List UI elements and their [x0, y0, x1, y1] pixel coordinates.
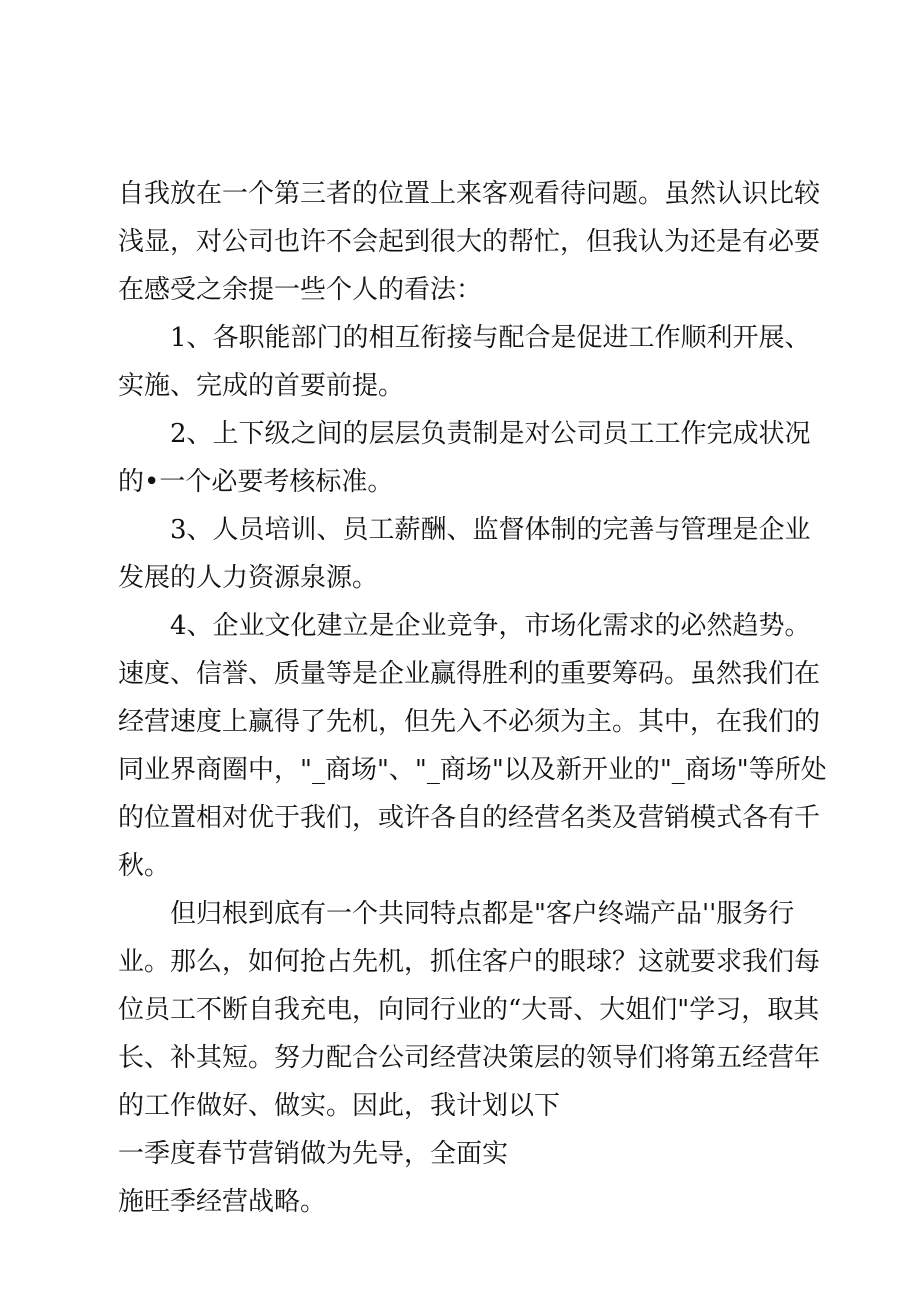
tail-line-1: 一季度春节营销做为先导，全面实: [118, 1139, 509, 1169]
paragraph-point-1: 1、各职能部门的相互衔接与配合是促进工作顺利开展、实施、完成的首要前提。: [118, 323, 811, 401]
paragraph-conclusion: 但归根到底有一个共同特点都是"客户终端产品''服务行业。那么，如何抢占先机，抓住客户的眼球？这就要求我们每位员工不断自我充电，向同行业的“大哥、大姐们"学习，取其长、补其短。努力配合公司经营决策层的领导们将第五经营年的工作做好、做实。因此，我计划以下: [118, 899, 821, 1121]
paragraph-point-3: 3、人员培训、员工薪酬、监督体制的完善与管理是企业发展的人力资源泉源。: [118, 515, 811, 593]
paragraph-intro: 自我放在一个第三者的位置上来客观看待问题。虽然认识比较浅显，对公司也许不会起到很大的帮忙，但我认为还是有必要在感受之余提一些个人的看法：: [118, 179, 821, 305]
document-body: [118, 170, 830, 1226]
paragraph-point-2: 2、上下级之间的层层负责制是对公司员工工作完成状况的•一个必要考核标准。: [118, 419, 811, 497]
paragraph-point-4: 4、企业文化建立是企业竞争，市场化需求的必然趋势。速度、信誉、质量等是企业赢得胜利的重要筹码。虽然我们在经营速度上赢得了先机，但先入不必须为主。其中，在我们的同业界商圈中，"_商场"、"_商场"以及新开业的"_商场"等所处的位置相对优于我们，或许各自的经营名类及营销模式各有千秋。: [118, 611, 827, 881]
tail-line-2: 施旺季经营战略。: [118, 1187, 327, 1217]
